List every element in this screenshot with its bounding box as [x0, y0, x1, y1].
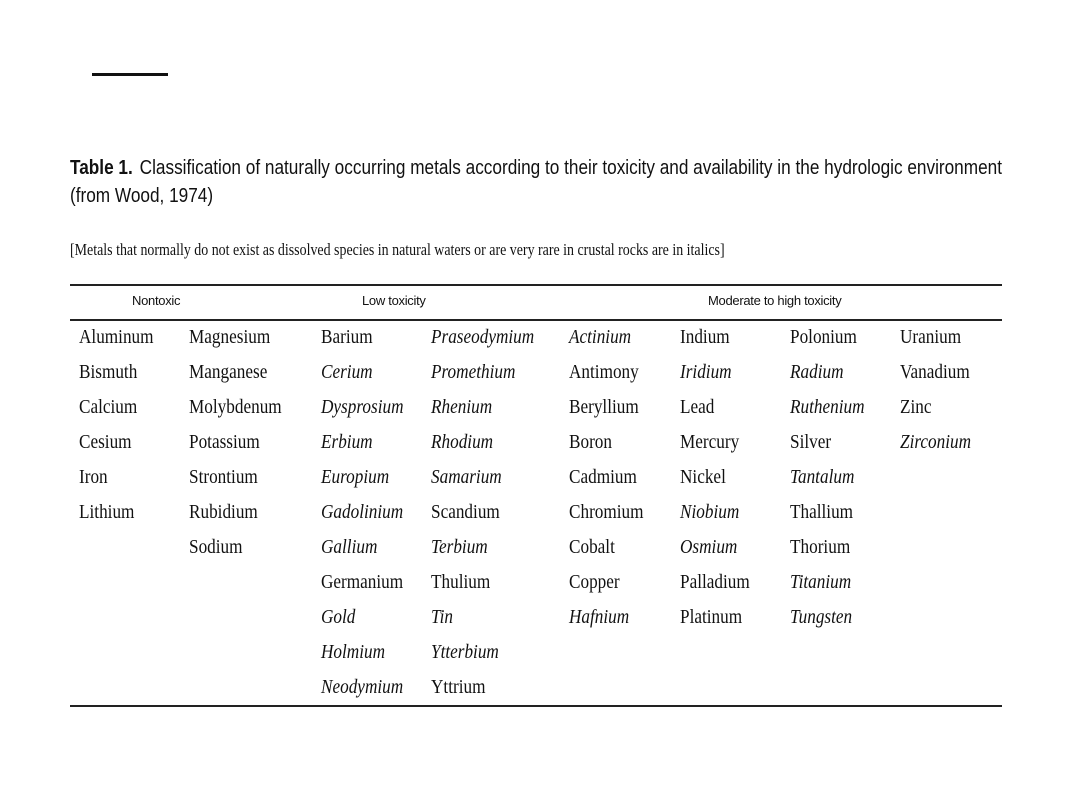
metal-cell: Calcium — [79, 396, 138, 418]
metal-cell: Uranium — [900, 326, 962, 348]
metal-cell: Cerium — [321, 361, 373, 383]
metal-cell: Lithium — [79, 501, 135, 523]
metal-cell: Iron — [79, 466, 108, 488]
header-nontoxic: Nontoxic — [132, 293, 181, 308]
metal-cell: Copper — [569, 571, 620, 593]
table-bottom-rule — [70, 705, 1002, 707]
metal-cell: Rubidium — [189, 501, 258, 523]
metal-cell: Thulium — [431, 571, 491, 593]
metal-cell: Gadolinium — [321, 501, 404, 523]
metal-cell: Platinum — [680, 606, 743, 628]
metal-cell: Thallium — [790, 501, 854, 523]
metal-cell: Nickel — [680, 466, 726, 488]
metal-cell: Erbium — [321, 431, 373, 453]
decorative-rule — [92, 73, 168, 76]
metal-cell: Rhenium — [431, 396, 493, 418]
metal-cell: Tungsten — [790, 606, 853, 628]
metal-cell: Mercury — [680, 431, 740, 453]
metal-cell: Cobalt — [569, 536, 615, 558]
metal-cell: Cadmium — [569, 466, 637, 488]
metal-cell: Scandium — [431, 501, 500, 523]
metal-cell: Strontium — [189, 466, 258, 488]
metal-cell: Yttrium — [431, 676, 486, 698]
table-caption-label: Table 1. — [70, 157, 133, 179]
metal-cell: Hafnium — [569, 606, 630, 628]
metal-cell: Silver — [790, 431, 832, 453]
table-top-rule — [70, 284, 1002, 286]
metal-cell: Potassium — [189, 431, 260, 453]
metal-cell: Neodymium — [321, 676, 404, 698]
table-column — [321, 320, 433, 705]
table-column — [680, 320, 792, 635]
metal-cell: Terbium — [431, 536, 488, 558]
metal-cell: Zinc — [900, 396, 932, 418]
metal-cell: Beryllium — [569, 396, 639, 418]
table-column — [569, 320, 681, 635]
metal-cell: Europium — [321, 466, 390, 488]
metal-cell: Actinium — [569, 326, 632, 348]
metal-cell: Iridium — [680, 361, 732, 383]
metal-cell: Niobium — [680, 501, 740, 523]
metal-cell: Thorium — [790, 536, 851, 558]
metal-cell: Aluminum — [79, 326, 154, 348]
table-note: [Metals that normally do not exist as dissolved species in natural waters or are very rare in crustal rocks are in italics] — [70, 240, 725, 259]
table-column — [900, 320, 1012, 460]
header-moderate-to-high-toxicity: Moderate to high toxicity — [708, 293, 842, 308]
table-column — [79, 320, 191, 530]
metal-cell: Indium — [680, 326, 730, 348]
metal-cell: Rhodium — [431, 431, 494, 453]
metal-cell: Chromium — [569, 501, 644, 523]
table-column — [431, 320, 543, 705]
metal-cell: Zirconium — [900, 431, 972, 453]
metal-cell: Promethium — [431, 361, 516, 383]
metal-cell: Polonium — [790, 326, 857, 348]
metal-cell: Bismuth — [79, 361, 138, 383]
metal-cell: Gold — [321, 606, 356, 628]
metal-cell: Tantalum — [790, 466, 855, 488]
metal-cell: Cesium — [79, 431, 132, 453]
metal-cell: Molybdenum — [189, 396, 282, 418]
header-low-toxicity: Low toxicity — [362, 293, 426, 308]
metal-cell: Germanium — [321, 571, 404, 593]
metal-cell: Magnesium — [189, 326, 271, 348]
table-caption — [70, 154, 1010, 210]
metal-cell: Gallium — [321, 536, 378, 558]
metal-cell: Barium — [321, 326, 373, 348]
metal-cell: Radium — [790, 361, 844, 383]
metal-cell: Ytterbium — [431, 641, 499, 663]
metal-cell: Antimony — [569, 361, 639, 383]
metal-cell: Palladium — [680, 571, 750, 593]
table-column — [790, 320, 902, 635]
metal-cell: Praseodymium — [431, 326, 535, 348]
metal-cell: Samarium — [431, 466, 502, 488]
metal-cell: Holmium — [321, 641, 386, 663]
metal-cell: Tin — [431, 606, 453, 628]
table-column — [189, 320, 301, 565]
metal-cell: Lead — [680, 396, 715, 418]
metal-cell: Ruthenium — [790, 396, 865, 418]
metal-cell: Boron — [569, 431, 612, 453]
metal-cell: Dysprosium — [321, 396, 404, 418]
metal-cell: Sodium — [189, 536, 243, 558]
metal-cell: Titanium — [790, 571, 852, 593]
table-caption-text: Classification of naturally occurring metals according to their toxicity and availability in the hydrologic environment (from Wood, 1974) — [70, 157, 1002, 207]
metal-cell: Vanadium — [900, 361, 970, 383]
metal-cell: Manganese — [189, 361, 268, 383]
metal-cell: Osmium — [680, 536, 738, 558]
